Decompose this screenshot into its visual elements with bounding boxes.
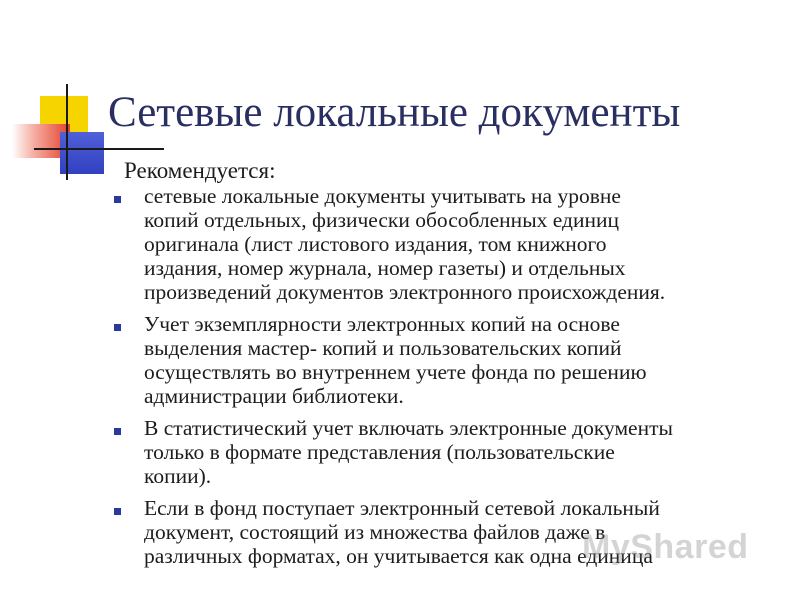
bullet-marker-icon: [114, 324, 121, 331]
bullet-item: [110, 184, 785, 304]
decor-vertical-line: [66, 84, 68, 180]
bullet-line: копии).: [144, 464, 212, 488]
bullet-marker-icon: [114, 196, 121, 203]
bullet-list: [110, 184, 785, 576]
bullet-line: сетевые локальные документы учитывать на уровне: [144, 184, 621, 208]
bullet-line: оригинала (лист листового издания, том книжного: [144, 232, 607, 256]
bullet-line: Если в фонд поступает электронный сетевой локальный: [144, 496, 660, 520]
bullet-line: издания, номер журнала, номер газеты) и отдельных: [144, 256, 626, 280]
bullet-line: копий отдельных, физически обособленных единиц: [144, 208, 619, 232]
bullet-line: документ, состоящий из множества файлов даже в: [144, 520, 606, 544]
bullet-line: произведений документов электронного происхождения.: [144, 280, 666, 304]
bullet-line: администрации библиотеки.: [144, 384, 404, 408]
watermark-logo: MyShared: [582, 528, 749, 566]
bullet-marker-icon: [114, 428, 121, 435]
bullet-line: выделения мастер- копий и пользовательских копий: [144, 336, 622, 360]
bullet-line: В статистический учет включать электронные документы: [144, 416, 673, 440]
bullet-marker-icon: [114, 508, 121, 515]
decor-horizontal-line: [34, 148, 164, 150]
bullet-line: различных форматах, он учитывается как одна единица: [144, 544, 653, 568]
bullet-item: [110, 416, 785, 488]
bullet-line: Учет экземплярности электронных копий на основе: [144, 312, 620, 336]
bullet-line: только в формате представления (пользовательские: [144, 440, 615, 464]
bullet-item: [110, 312, 785, 408]
intro-text: Рекомендуется:: [124, 158, 276, 183]
slide-title: Сетевые локальные документы: [108, 89, 681, 136]
bullet-line: осуществлять во внутреннем учете фонда по решению: [144, 360, 647, 384]
